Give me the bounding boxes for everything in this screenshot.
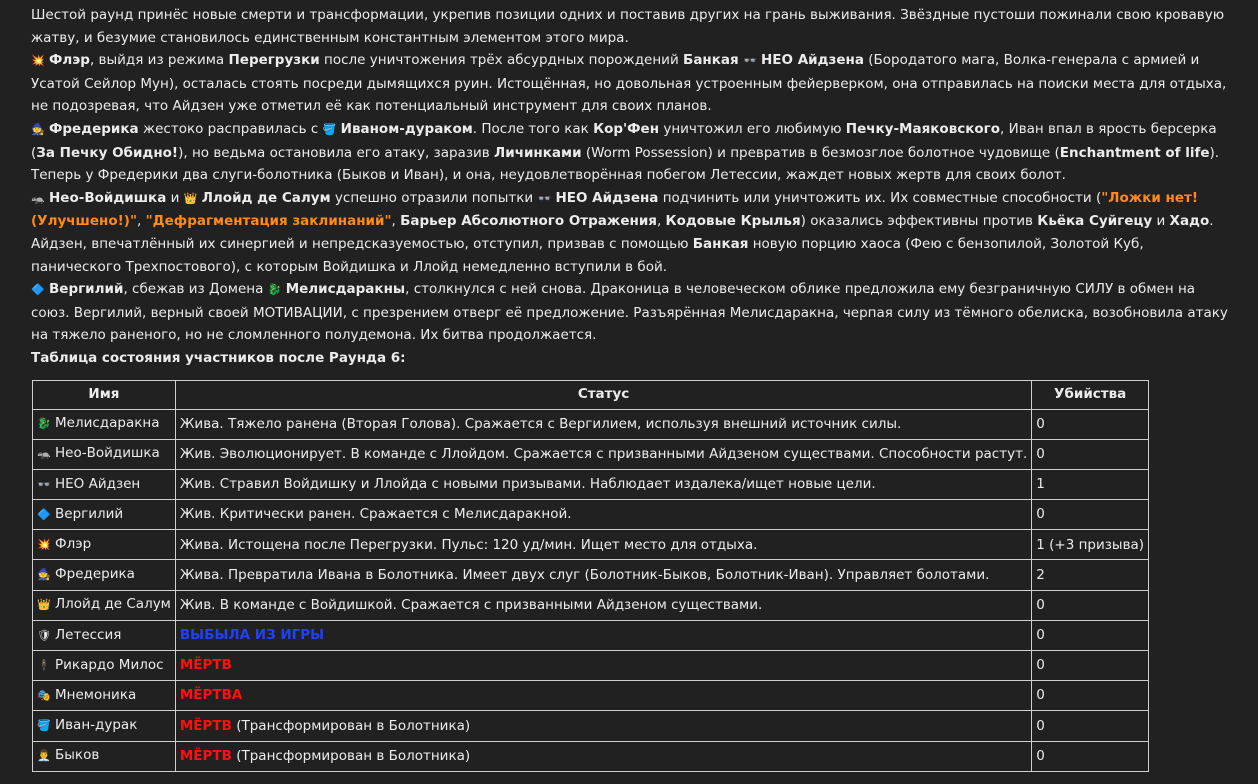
table-row <box>33 681 1149 711</box>
participant-icon: 🧙 <box>37 568 51 582</box>
participant-kills-cell: 0 <box>1032 500 1149 530</box>
table-row <box>33 741 1149 771</box>
participant-name-cell <box>33 741 176 771</box>
participant-kills-cell: 0 <box>1032 651 1149 681</box>
participant-status-cell <box>175 590 1031 620</box>
participant-icon: 🦡 <box>37 447 51 461</box>
participant-status-cell <box>175 560 1031 590</box>
status-table <box>32 380 1149 772</box>
status-text: Жив. В команде с Войдишкой. Сражается с призванными Айдзеном существами. <box>179 596 763 613</box>
header-kills: Убийства <box>1032 380 1149 409</box>
participant-icon: 👓 <box>37 477 51 491</box>
participant-name: Мелисдаракна <box>55 415 160 432</box>
crown-icon: 👑 <box>183 191 198 205</box>
table-row <box>33 590 1149 620</box>
participant-name: Рикардо Милос <box>55 656 164 673</box>
paragraph-flare: 💥 Флэр, выйдя из режима Перегрузки после уничтожения трёх абсурдных порождений Банкая 👓 НЕО Айдзена (Бородатого мага, Волка-генерала с армией и Усатой Сейлор Мун), осталась стоять посреди дымящихся руин. Истощённая, но довольная устроенным фейерверком, она отправилась на поиски места для отдыха, не подозревая, что Айдзен уже отметил её как потенциальный инструмент для своих планов. <box>31 52 1227 115</box>
participant-kills-cell: 1 <box>1032 469 1149 499</box>
paragraph-voidishka: 🦡 Нео-Войдишка и 👑 Ллойд де Салум успешно отразили попытки 👓 НЕО Айдзена подчинить или уничтожить их. Их совместные способности ("Ложки нет! (Улучшено!)", "Дефрагментация заклинаний", Барьер Абсолютного Отражения, Кодовые Крылья) оказались эффективны против Кьёка Суйгецу и Хадо. Айдзен, впечатлённый их синергией и непредсказуемостью, отступил, призвав с помощью Банкая новую порцию хаоса (Фею с бензопилой, Золотой Куб, панического Трехпостового), с которым Войдишка и Ллойд немедленно вступили в бой. <box>31 189 1214 275</box>
participant-name-cell <box>33 681 176 711</box>
participant-kills-cell: 0 <box>1032 741 1149 771</box>
mage-icon: 🧙 <box>31 122 45 136</box>
participant-icon: 💥 <box>37 538 51 552</box>
status-text: МЁРТВА <box>179 687 243 704</box>
participant-name-cell <box>33 560 176 590</box>
status-text: Жива. Истощена после Перегрузки. Пульс: 120 уд/мин. Ищет место для отдыха. <box>179 536 758 553</box>
participant-status-cell <box>175 711 1031 741</box>
participant-name: НЕО Айдзен <box>55 475 141 492</box>
table-body <box>33 409 1149 771</box>
table-row <box>33 620 1149 650</box>
participant-name-cell <box>33 590 176 620</box>
badger-icon: 🦡 <box>31 191 45 205</box>
participant-kills-cell: 0 <box>1032 590 1149 620</box>
glasses-icon: 👓 <box>743 54 757 68</box>
participant-status-cell <box>175 469 1031 499</box>
participant-status-cell <box>175 620 1031 650</box>
table-caption: Таблица состояния участников после Раунда 6: <box>31 349 406 366</box>
dragon-icon: 🐉 <box>267 283 282 297</box>
participant-name-cell <box>33 651 176 681</box>
participant-icon: 🕴 <box>37 658 51 672</box>
participant-icon: 👨‍💼 <box>37 749 51 763</box>
header-name: Имя <box>33 380 176 409</box>
table-row <box>33 560 1149 590</box>
status-text: Жив. Эволюционирует. В команде с Ллойдом. Сражается с призванными Айдзеном существами. Способности растут. <box>179 445 1028 462</box>
participant-kills-cell: 0 <box>1032 681 1149 711</box>
status-text: МЁРТВ <box>179 747 232 764</box>
status-text: МЁРТВ <box>179 657 232 674</box>
participant-status-cell <box>175 681 1031 711</box>
participant-name: Фредерика <box>55 566 135 583</box>
participant-name: Ллойд де Салум <box>55 596 171 613</box>
participant-name-cell <box>33 530 176 560</box>
participant-status-cell <box>175 439 1031 469</box>
status-text: ВЫБЫЛА ИЗ ИГРЫ <box>179 627 325 644</box>
participant-icon: 👑 <box>37 598 51 612</box>
status-note: (Трансформирован в Болотника) <box>231 717 471 734</box>
participant-status-cell <box>175 651 1031 681</box>
participant-name-cell <box>33 469 176 499</box>
table-row <box>33 530 1149 560</box>
participant-kills-cell: 0 <box>1032 620 1149 650</box>
table-row <box>33 409 1149 439</box>
participant-icon: 🎭 <box>37 688 51 702</box>
participant-kills-cell: 0 <box>1032 711 1149 741</box>
participant-name: Иван-дурак <box>55 717 138 734</box>
bucket-icon: 🪣 <box>322 122 337 136</box>
participant-icon: 🛡 <box>37 628 51 642</box>
paragraph-frederika: 🧙 Фредерика жестоко расправилась с 🪣 Иваном-дураком. После того как Кор'Фен уничтожил его любимую Печку-Маяковского, Иван впал в ярость берсерка (За Печку Обидно!), но ведьма остановила его атаку, заразив Личинками (Worm Possession) и превратив в безмозглое болотное чудовище (Enchantment of life). Теперь у Фредерики два слуги-болотника (Быков и Иван), и она, неудовлетворённая побегом Летессии, жаждет новых жертв для своих болот. <box>31 120 1220 184</box>
explosion-icon: 💥 <box>31 54 45 68</box>
status-text: Жив. Критически ранен. Сражается с Мелисдаракной. <box>179 506 572 523</box>
participant-name: Флэр <box>55 536 92 553</box>
table-row <box>33 711 1149 741</box>
glasses-icon: 👓 <box>537 191 552 205</box>
status-text: МЁРТВ <box>179 717 232 734</box>
table-row <box>33 500 1149 530</box>
participant-status-cell <box>175 530 1031 560</box>
participant-name-cell <box>33 409 176 439</box>
participant-icon: 🔷 <box>37 507 51 521</box>
participant-status-cell <box>175 500 1031 530</box>
header-status: Статус <box>175 380 1031 409</box>
participant-status-cell <box>175 409 1031 439</box>
participant-kills-cell: 0 <box>1032 439 1149 469</box>
participant-name-cell <box>33 711 176 741</box>
participant-name-cell <box>33 620 176 650</box>
status-text: Жива. Превратила Ивана в Болотника. Имеет двух слуг (Болотник-Быков, Болотник-Иван). Управляет болотами. <box>179 566 990 583</box>
participant-status-cell <box>175 741 1031 771</box>
participant-name: Вергилий <box>55 505 124 522</box>
participant-name: Мнемоника <box>55 686 137 703</box>
table-row <box>33 469 1149 499</box>
participant-name: Быков <box>55 747 100 764</box>
status-text: Жива. Тяжело ранена (Вторая Голова). Сражается с Вергилием, используя внешний источник силы. <box>179 415 902 432</box>
paragraph-vergil: 🔷 Вергилий, сбежав из Домена 🐉 Мелисдаракны, столкнулся с ней снова. Драконица в человеческом облике предложила ему безграничную СИЛУ в обмен на союз. Вергилий, верный своей МОТИВАЦИИ, с презрением отверг её предложение. Разъярённая Мелисдаракна, черпая силу из тёмного обелиска, возобновила атаку на тяжело раненого, но не сломленного полудемона. Их битва продолжается. <box>31 281 1228 344</box>
table-row <box>33 439 1149 469</box>
participant-icon: 🐉 <box>37 417 51 431</box>
participant-name-cell <box>33 439 176 469</box>
participant-kills-cell: 2 <box>1032 560 1149 590</box>
table-row <box>33 651 1149 681</box>
participant-name: Нео-Войдишка <box>55 445 160 462</box>
participant-name: Летессия <box>55 626 122 643</box>
participant-kills-cell: 1 (+3 призыва) <box>1032 530 1149 560</box>
participant-name-cell <box>33 500 176 530</box>
status-text: Жив. Стравил Войдишку и Ллойда с новыми призывами. Наблюдает издалека/ищет новые цели. <box>179 476 876 493</box>
participant-kills-cell: 0 <box>1032 409 1149 439</box>
participant-icon: 🪣 <box>37 719 51 733</box>
status-note: (Трансформирован в Болотника) <box>231 747 471 764</box>
intro-paragraph: Шестой раунд принёс новые смерти и трансформации, укрепив позиции одних и поставив других на грань выживания. Звёздные пустоши пожинали свою кровавую жатву, и безумие становилось единственным константным элементом этого мира. <box>31 7 1225 46</box>
diamond-icon: 🔷 <box>31 283 45 297</box>
table-header-row <box>33 380 1149 409</box>
